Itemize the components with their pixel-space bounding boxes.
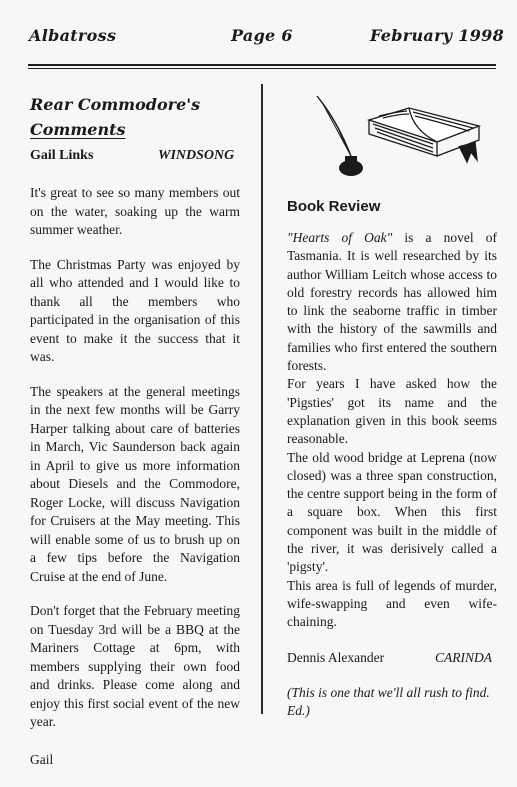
paragraph: The speakers at the general meetings in the next few months will be Garry Harper talking about care of batteries in March, Vic Saunderson back again in April to give us more information about Diesels and the Commodore, Roger Locke, will discuss Navigation for Cruisers at the May meeting. This will enable some of us to brush up on a few tips before the Navigation Cruise at the end of June. <box>30 383 240 584</box>
editor-note: (This is one that we'll all rush to find. Ed.) <box>287 684 490 718</box>
column-title-line1: Rear Commodore's <box>30 95 201 114</box>
book-review-heading: Book Review <box>287 198 381 215</box>
rear-commodore-column <box>30 92 240 768</box>
book-review-column <box>287 90 497 720</box>
signoff: Gail <box>30 751 54 767</box>
reviewer-byline <box>287 650 497 668</box>
paragraph <box>287 229 497 375</box>
paragraph: The Christmas Party was enjoyed by all who attended and I would like to thank all the members who participated in the organisation of this event to make it the success that it was. <box>30 256 240 364</box>
author-name: Gail Links <box>30 148 94 163</box>
issue-date: February 1998 <box>370 26 505 45</box>
publication-name: Albatross <box>29 26 117 45</box>
paragraph: It's great to see so many members out on the water, soaking up the warm summer weather. <box>30 185 240 237</box>
open-book-quill-icon <box>309 90 489 190</box>
column-divider <box>261 84 263 714</box>
reviewer-name: Dennis Alexander <box>287 649 385 665</box>
paragraph: This area is full of legends of murder, wife-swapping and even wife-chaining. <box>287 577 497 630</box>
header-rule-thin <box>28 68 496 69</box>
paragraph: For years I have asked how the 'Pigsties' got its name and the explanation given in this book seems reasonable. <box>287 376 497 447</box>
reviewer-boat: CARINDA <box>435 649 492 665</box>
paragraph: The old wood bridge at Leprena (now closed) was a three span construction, the centre support being in the form of a square box. When this first component was built in the middle of the river, it was derisively called a 'pigsty'. <box>287 449 497 575</box>
paragraph: Don't forget that the February meeting on Tuesday 3rd will be a BBQ at the Mariners Cottage at 6pm, with members supplying their own food and drinks. Please come along and enjoy this first social event of the new year. <box>30 603 240 729</box>
paragraph-text: is a novel of Tasmania. It is well researched by its author William Leitch whose access to old forestry records has allowed him to link the seaborne traffic in timber with the history of the sawmills and families who first entered the southern forests. <box>287 230 497 374</box>
author-boat: WINDSONG <box>158 148 235 163</box>
byline <box>30 148 240 166</box>
page-number: Page 6 <box>231 26 293 45</box>
book-title: "Hearts of Oak" <box>287 230 393 245</box>
column-title-line2: Comments <box>30 120 126 139</box>
header-rule-thick <box>28 64 496 66</box>
